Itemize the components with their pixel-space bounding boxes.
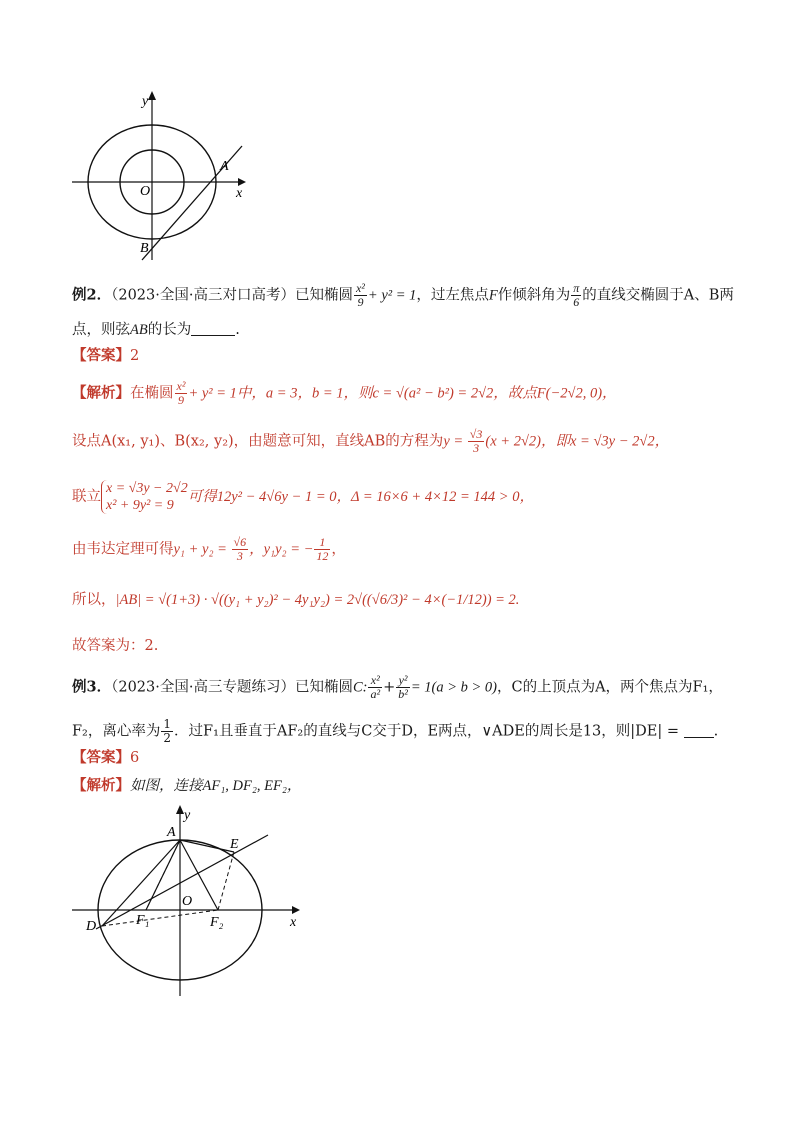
ex2-q-text-4: 的直线交椭圆于A、B两 [582, 287, 734, 304]
ex3-q-text-1: 已知椭圆 [294, 679, 353, 696]
figure-ellipse-circle [70, 88, 260, 266]
ex2-system: x = √3y − 2√2 x² + 9y² = 9 [101, 480, 188, 514]
ex2-q-text-3: 作倾斜角为 [497, 287, 571, 304]
frac-sqrt3-3: $\frac{√3}{3}$ [469, 427, 483, 455]
label-a: A [220, 159, 229, 174]
x-axis-arrow [292, 906, 300, 914]
ex3-answer [72, 748, 732, 768]
ex3-analysis [72, 776, 732, 796]
ex3-q-line2-a: F₂，离心率为 [72, 723, 161, 740]
label-x: x [290, 915, 297, 930]
x-axis-arrow [238, 178, 246, 186]
label-o: O [140, 184, 151, 199]
ex3-label: 例3． [72, 678, 112, 696]
ex3-question-line1: 例3．（2023·全国·高三专题练习）已知椭圆C: $\frac{\text{x²}}{\text{a²}}$ + $\frac{\text{y²}}{\text{b²}}$ = 1(a > b > 0)，C的上顶点为A，两个焦点为F₁， [72, 673, 723, 701]
ex2-answer [72, 346, 732, 366]
ex3-s1: 如图，连接AF₁, DF₂, EF₂， [130, 778, 302, 794]
ex2-s4-a: 由韦达定理可得 [72, 541, 174, 558]
ex3-q-C: C: [352, 679, 368, 696]
label-f1: F₁ [136, 913, 150, 928]
ex2-s2-c: (x + 2√2)，即x = √3y − 2√2， [485, 433, 670, 450]
y-axis-arrow [176, 805, 184, 814]
frac-x2-9: $\frac{\text{x²}}{9}$ [355, 281, 365, 309]
label-a: A [167, 825, 176, 840]
ex3-answer-value: 6 [130, 750, 140, 766]
ex3-q-text-2: ，C的上顶点为A，两个焦点为F₁， [496, 679, 723, 696]
label-o: O [182, 894, 193, 909]
frac-sqrt6-3: $\frac{√6}{3}$ [233, 535, 247, 563]
ex3-question-line2 [72, 718, 732, 745]
label-y: y [142, 94, 149, 109]
frac-x2-9-b: $\frac{\text{x²}}{9}$ [176, 379, 186, 407]
dashed-d-f2 [102, 910, 218, 926]
ex2-s3-a: 联立 [72, 489, 101, 505]
ex2-s3-b: 可得12y² − 4√6y − 1 = 0，Δ = 16×6 + 4×12 = 144 > 0， [187, 489, 534, 505]
ex2-analysis-line1 [72, 380, 732, 407]
label-x: x [236, 186, 243, 201]
ex2-s4-c: ，y₁y₂ = − [249, 541, 314, 558]
ex2-s5-b: |AB| = √(1+3) · √((y₁ + y₂)² − 4y₁y₂) = 2√((√6/3)² − 4×(−1/12)) = 2. [115, 592, 520, 608]
label-f2: F₂ [210, 915, 224, 930]
ex2-s2-a: 设点A(x₁, y₁)、B(x₂, y₂)，由题意可知，直线AB的方程为 [72, 433, 444, 450]
ex3-answer-tag: 【答案】 [72, 749, 130, 766]
ex3-q-line2-c: . [713, 723, 719, 740]
ex2-analysis-line3 [72, 480, 732, 514]
ex2-analysis-line2 [72, 428, 732, 455]
frac-y2-b2: $\frac{\text{y²}}{\text{b²}}$ [398, 673, 408, 701]
label-e: E [230, 837, 239, 852]
ex2-answer-tag: 【答案】 [72, 347, 130, 364]
ex2-analysis-line4 [72, 536, 732, 563]
label-y: y [184, 808, 191, 823]
ex2-q-eq: + y² = 1 [367, 287, 417, 304]
figure-ellipse-triangle [70, 802, 310, 1002]
ex2-s1-b: + y² = 1中， [188, 385, 266, 402]
ex2-conclusion [72, 636, 732, 656]
ex2-q-line2: 点，则弦 [72, 322, 130, 338]
ex2-source: （2023·全国·高三对口高考） [111, 287, 295, 304]
ex3-answer-blank[interactable] [684, 723, 714, 738]
ex3-source: （2023·全国·高三专题练习） [111, 679, 295, 696]
ex2-s1-c: a = 3，b = 1，则c = √(a² − b²) = 2√2，故点F(−2√2, 0)， [265, 385, 617, 402]
ex2-s2-b: y = [443, 433, 467, 450]
ex2-s4-b: y₁ + y₂ = [173, 541, 231, 558]
ex2-s4-d: ， [331, 541, 346, 558]
ex2-q-line2-tail: 的长为 [147, 322, 192, 338]
ex2-analysis-tag: 【解析】 [72, 384, 130, 402]
y-axis-arrow [148, 91, 156, 100]
ex2-question-line2: 点，则弦AB的长为 . [72, 322, 240, 338]
frac-pi-6: $\frac{\pi}{6}$ [573, 281, 580, 309]
label-d: D [86, 919, 97, 934]
ex2-s1-a: 在椭圆 [130, 385, 174, 402]
ex2-label: 例2． [72, 286, 112, 304]
ex3-analysis-tag: 【解析】 [72, 777, 130, 794]
ex3-q-eq: = 1(a > b > 0) [410, 679, 497, 696]
ex2-q-F: F [488, 287, 498, 304]
ex2-conclusion-text: 故答案为：2. [72, 638, 159, 654]
frac-1-12: $\frac{1}{12}$ [316, 535, 329, 563]
ex2-answer-value: 2 [130, 348, 140, 364]
ex3-q-line2-b: ．过F₁且垂直于AF₂的直线与C交于D，E两点，∨ADE的周长是13，则|DE| = [174, 723, 684, 740]
ex2-analysis-line5 [72, 590, 732, 610]
ex2-q-AB: AB [130, 322, 148, 338]
ex2-q-text-1: 已知椭圆 [294, 287, 353, 304]
frac-half: $\frac{1}{2}$ [163, 717, 172, 745]
ex2-answer-blank[interactable] [191, 321, 235, 336]
ex2-s5-a: 所以， [72, 592, 116, 608]
label-b: B [140, 241, 149, 256]
line-a-e [180, 840, 234, 852]
frac-x2-a2: $\frac{\text{x²}}{\text{a²}}$ [370, 673, 381, 701]
ex2-question-line1 [72, 282, 732, 309]
ex2-q-text-2: ，过左焦点 [416, 287, 489, 304]
